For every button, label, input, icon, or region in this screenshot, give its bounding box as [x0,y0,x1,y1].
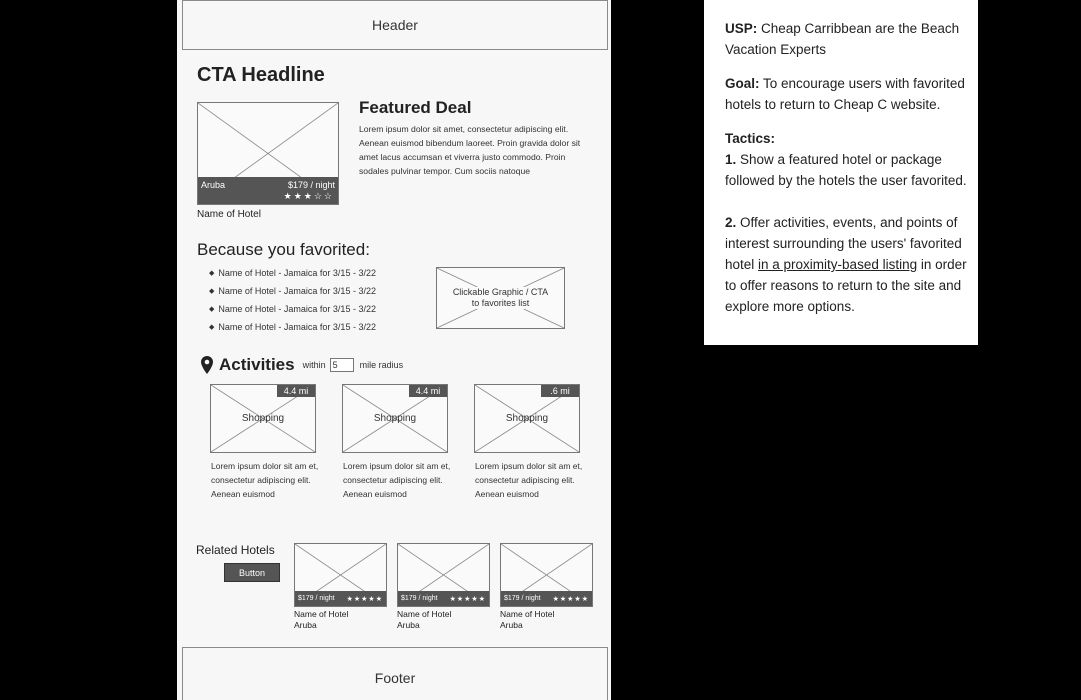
related-hotel-name[interactable]: Name of Hotel [397,609,452,619]
related-hotel-caption [294,609,348,631]
favorite-item[interactable]: ◆ Name of Hotel - Jamaica for 3/15 - 3/22 [209,284,376,302]
related-price-bar [295,591,386,606]
related-hotels-button[interactable]: Button [224,563,280,582]
footer-label: Footer [374,670,416,686]
related-hotel-image[interactable] [397,543,490,607]
tactic-1-text: Show a featured hotel or package followed by the hotels the user favorited. [725,152,967,188]
activity-label: Shopping [241,413,285,424]
activities-title: Activities [219,355,295,374]
cta-graphic-label: Clickable Graphic / CTA to favorites list [445,287,556,309]
related-rating-stars: ★★★★★ [346,595,383,603]
related-hotel-location: Aruba [397,620,420,630]
favorite-item[interactable]: ◆ Name of Hotel - Jamaica for 3/15 - 3/22 [209,320,376,338]
goal-label: Goal: [725,76,760,91]
related-rating-stars: ★★★★★ [552,595,589,603]
tactic-2-text-end: in order to offer reasons to return to the site and explore more options. [725,257,967,314]
distance-badge: .6 mi [541,385,579,397]
distance-badge: 4.4 mi [277,385,315,397]
tactic-2-text: Offer activities, events, and points of interest surrounding the users' favorited hotel [725,215,962,272]
activity-description: Lorem ipsum dolor sit am et, consectetur adipiscing elit. Aenean euismod [475,461,583,499]
related-price-bar [501,591,592,606]
related-hotel-location: Aruba [294,620,317,630]
related-hotel-caption [397,609,451,631]
tactic-1-number: 1. [725,152,737,167]
tactic-2-note [725,212,972,317]
related-price: $179 / night [504,595,541,602]
favorite-item[interactable]: ◆ Name of Hotel - Jamaica for 3/15 - 3/22 [209,266,376,284]
activity-label: Shopping [505,413,549,424]
featured-price: $179 / night [287,180,335,190]
notes-panel [704,0,978,345]
goal-note [725,73,972,115]
radius-unit-label: mile radius [359,360,404,370]
featured-deal-body: Lorem ipsum dolor sit amet, consectetur adipiscing elit. Aenean euismod bibendum laoreet. Proin gravida dolor sit amet lacus accumsan et viverra justo commodo. Proin sodales pulvinar tempor. Cum sociis natoque [359,124,581,176]
favorites-heading: Because you favorited: [197,240,370,259]
map-pin-icon [201,356,213,374]
tactic-2-number: 2. [725,215,737,230]
related-hotel-image[interactable] [294,543,387,607]
header-label: Header [372,17,418,33]
related-hotel-name[interactable]: Name of Hotel [500,609,555,619]
usp-label: USP: [725,21,758,36]
favorites-list [209,266,376,338]
radius-input[interactable]: 5 [330,358,354,372]
footer [182,647,608,700]
related-rating-stars: ★★★★★ [449,595,486,603]
favorites-cta-graphic[interactable] [436,267,565,329]
cta-headline: CTA Headline [197,64,325,86]
within-label: within [302,360,326,370]
usp-text: Cheap Carribbean are the Beach Vacation Experts [725,21,960,57]
related-hotel-image[interactable] [500,543,593,607]
activity-card-image[interactable] [342,384,448,453]
related-price: $179 / night [298,595,335,602]
activity-card-image[interactable] [210,384,316,453]
usp-note [725,18,972,60]
featured-hotel-name[interactable]: Name of Hotel [197,209,261,220]
related-hotel-caption [500,609,554,631]
activity-card-image[interactable] [474,384,580,453]
activity-description: Lorem ipsum dolor sit am et, consectetur adipiscing elit. Aenean euismod [211,461,319,499]
tactic-1-note [725,128,972,191]
related-price: $179 / night [401,595,438,602]
goal-text: To encourage users with favorited hotels to return to Cheap C website. [725,76,965,112]
featured-deal-image[interactable] [197,102,339,205]
activity-description: Lorem ipsum dolor sit am et, consectetur adipiscing elit. Aenean euismod [343,461,451,499]
favorite-item[interactable]: ◆ Name of Hotel - Jamaica for 3/15 - 3/22 [209,302,376,320]
featured-location: Aruba [201,180,226,190]
activities-header [201,355,403,375]
related-hotel-name[interactable]: Name of Hotel [294,609,349,619]
distance-badge: 4.4 mi [409,385,447,397]
tactics-label: Tactics: [725,131,776,146]
related-price-bar [398,591,489,606]
featured-deal-title: Featured Deal [359,98,472,117]
related-hotels-title: Related Hotels [196,543,275,557]
header [182,0,608,50]
featured-rating-stars: ★★★☆☆ [283,191,334,201]
activity-label: Shopping [373,413,417,424]
related-hotel-location: Aruba [500,620,523,630]
wireframe-page [177,0,611,700]
proximity-listing-link[interactable]: in a proximity-based listing [758,257,918,272]
